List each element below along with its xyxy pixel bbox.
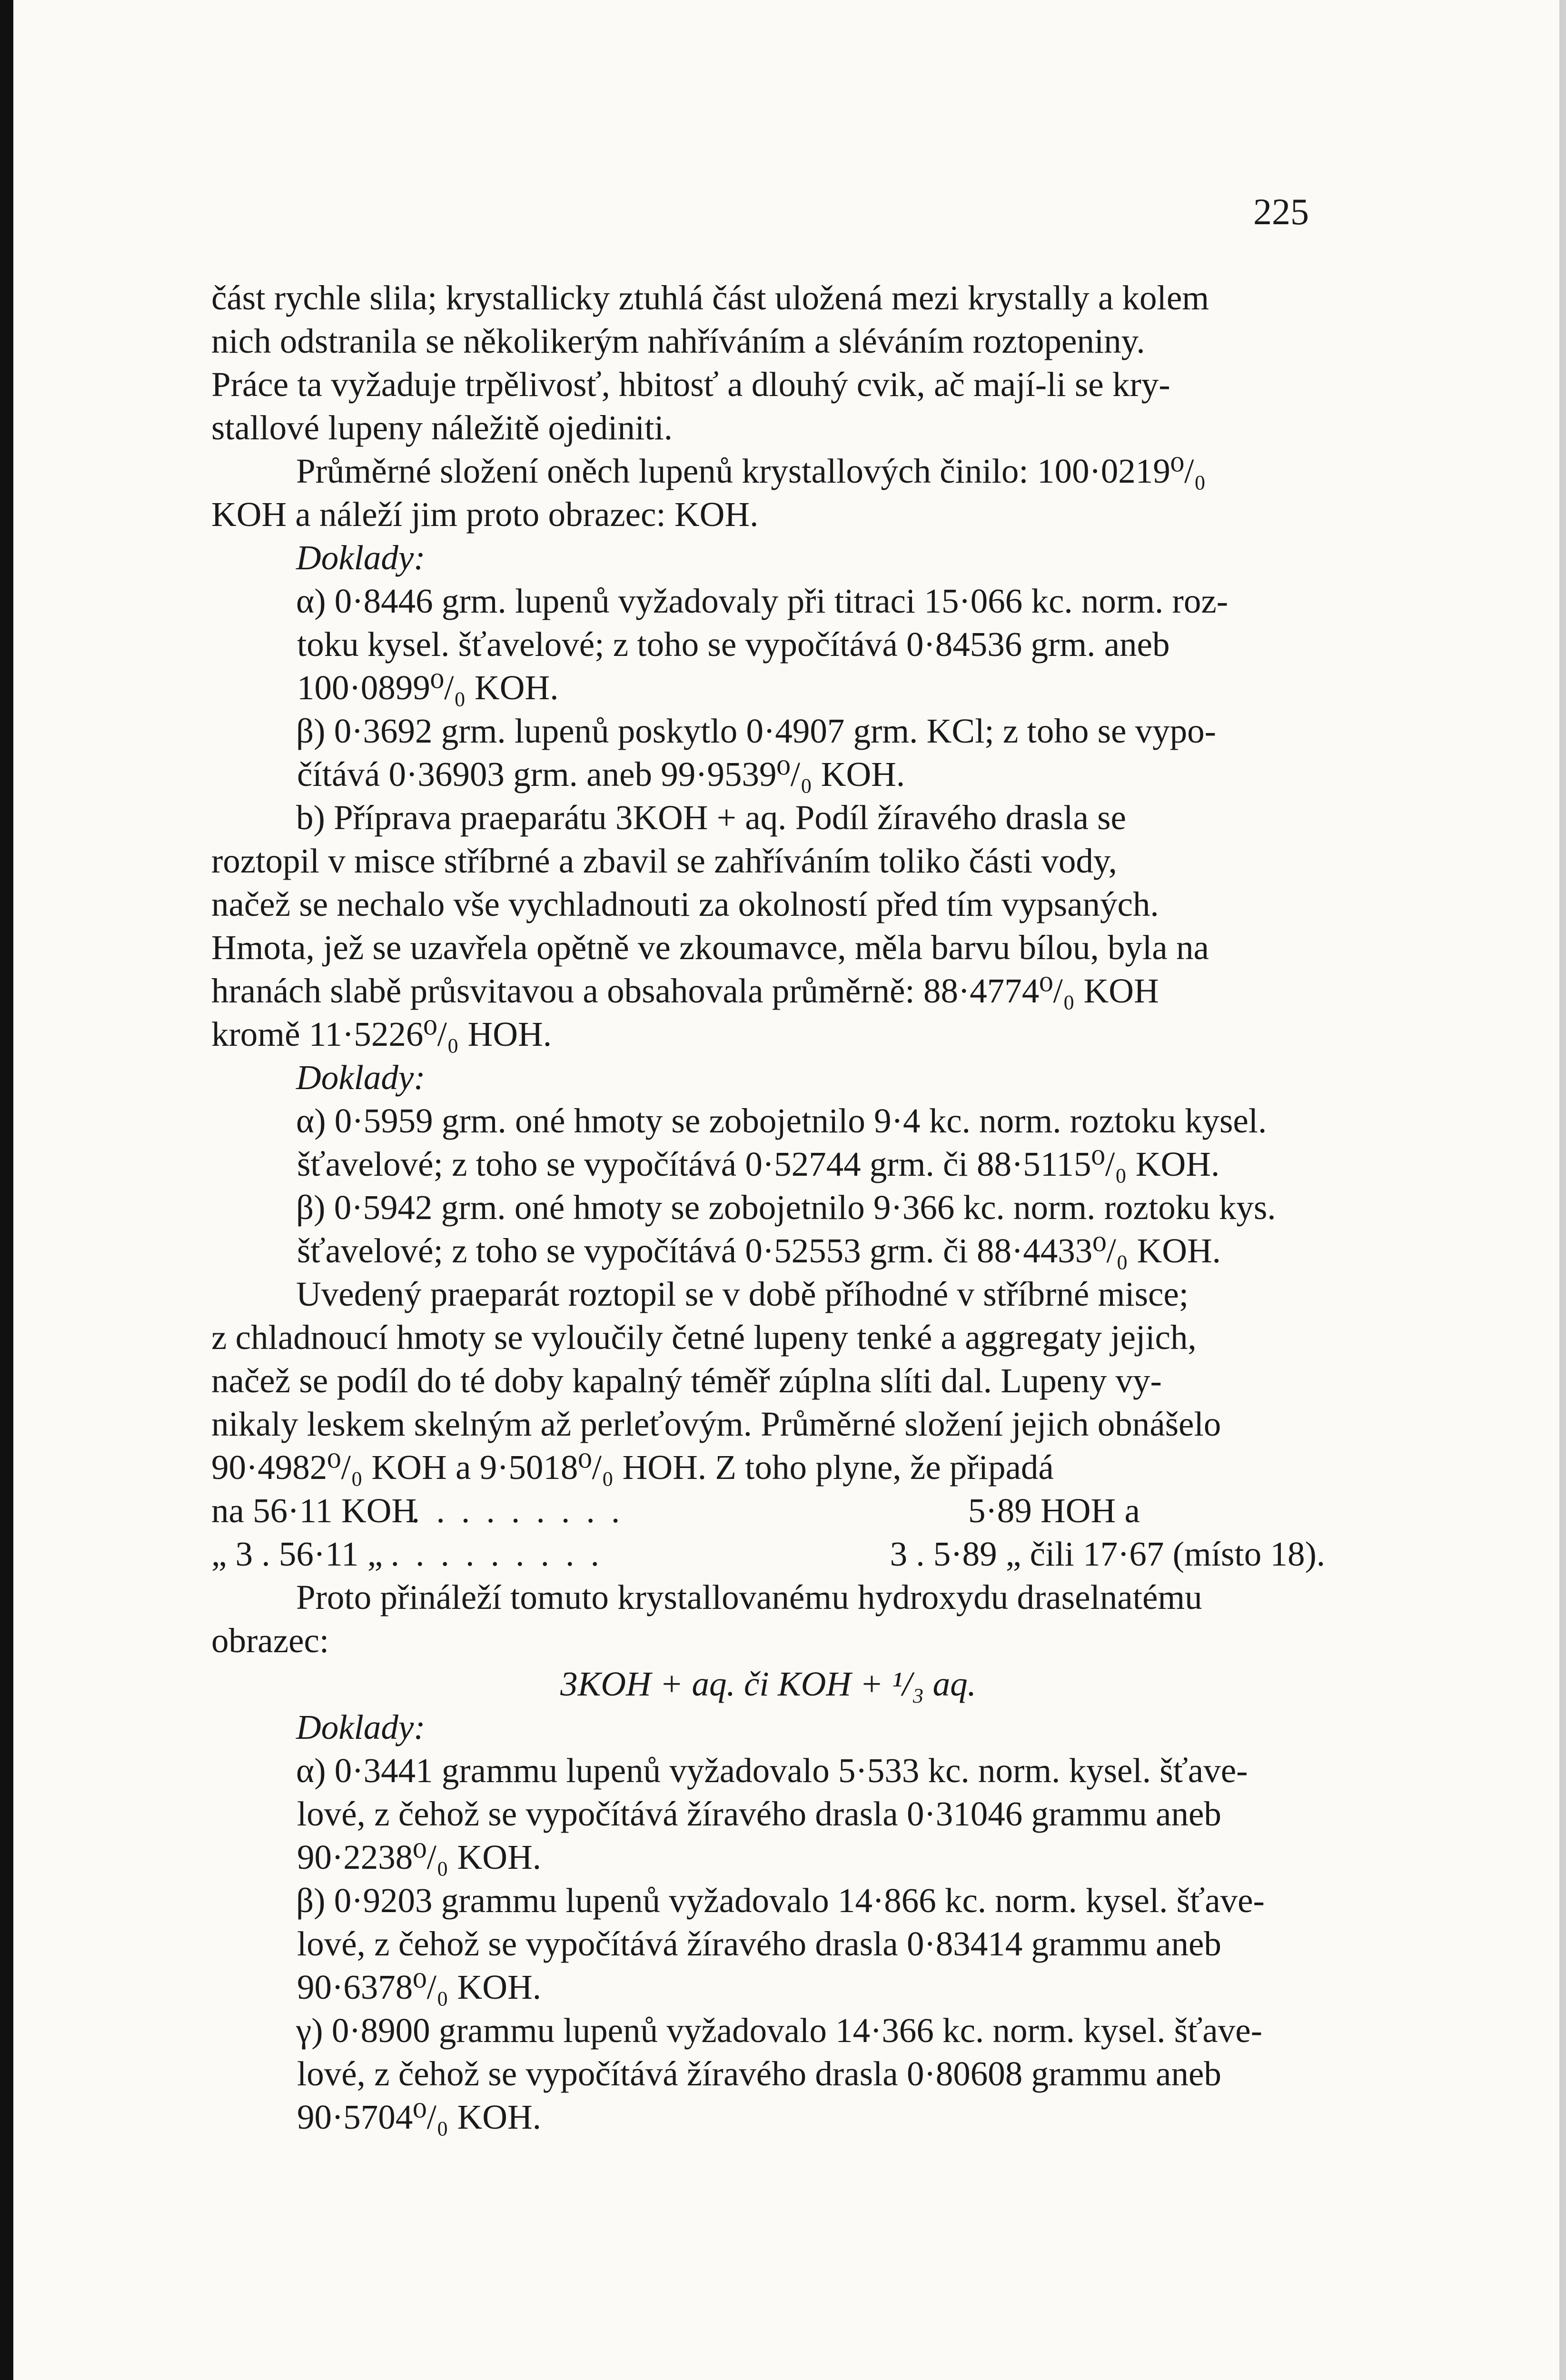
text-line: načež se podíl do té doby kapalný téměř zúplna slíti dal. Lupeny vy-: [211, 1361, 1162, 1400]
text-line: 90·6378⁰/₀ KOH.: [297, 1968, 541, 2006]
page-body: [211, 276, 1325, 2139]
doklady-heading: Doklady:: [296, 1058, 426, 1097]
text-line: lové, z čehož se vypočítává žíravého drasla 0·80608 grammu aneb: [297, 2054, 1221, 2093]
text-line: Proto přináleží tomuto krystallovanému hydroxydu draselnatému: [296, 1578, 1202, 1616]
formula: 3KOH + aq. či KOH + ¹/₃ aq.: [560, 1665, 976, 1703]
text-line: Uvedený praeparát roztopil se v době příhodné v stříbrné misce;: [296, 1275, 1189, 1313]
text-line: KOH a náleží jim proto obrazec: KOH.: [211, 495, 759, 534]
section-b-heading: b) Příprava praeparátu 3KOH + aq. Podíl žíravého drasla se: [296, 798, 1126, 837]
text-line: 100·0899⁰/₀ KOH.: [297, 668, 559, 707]
text-line: toku kysel. šťavelové; z toho se vypočítává 0·84536 grm. aneb: [297, 625, 1170, 664]
text-line: 90·5704⁰/₀ KOH.: [297, 2098, 541, 2136]
text-line: Hmota, jež se uzavřela opětně ve zkoumavce, měla barvu bílou, byla na: [211, 928, 1209, 967]
doklady-heading: Doklady:: [296, 538, 426, 577]
text-line: načež se nechalo vše vychladnouti za okolností před tím vypsaných.: [211, 885, 1159, 923]
text-line: čítává 0·36903 grm. aneb 99·9539⁰/₀ KOH.: [297, 755, 905, 793]
proof-item-gamma: γ) 0·8900 grammu lupenů vyžadovalo 14·366 kc. norm. kysel. šťave-: [296, 2011, 1262, 2050]
text-line: roztopil v misce stříbrné a zbavil se zahříváním toliko části vody,: [211, 842, 1117, 880]
text-line: nikaly leskem skelným až perleťovým. Průměrné složení jejich obnášelo: [211, 1405, 1221, 1443]
calc-dots: . . . . . . . . .: [411, 1491, 624, 1530]
calc-left: na 56·11 KOH: [211, 1491, 417, 1530]
calc-left: „ 3 . 56·11 „: [211, 1535, 383, 1573]
text-line: kromě 11·5226⁰/₀ HOH.: [211, 1015, 552, 1053]
scan-right-edge: [1559, 0, 1566, 2380]
page-number: 225: [1253, 191, 1309, 232]
doklady-heading: Doklady:: [296, 1708, 426, 1746]
text-line: obrazec:: [211, 1621, 329, 1660]
text-line: lové, z čehož se vypočítává žíravého drasla 0·31046 grammu aneb: [297, 1795, 1221, 1833]
text-line: šťavelové; z toho se vypočítává 0·52553 grm. či 88·4433⁰/₀ KOH.: [297, 1231, 1221, 1270]
text-line: lové, z čehož se vypočítává žíravého drasla 0·83414 grammu aneb: [297, 1924, 1221, 1963]
proof-item-beta: β) 0·5942 grm. oné hmoty se zobojetnilo 9·366 kc. norm. roztoku kys.: [296, 1188, 1276, 1227]
text-line: hranách slabě průsvitavou a obsahovala průměrně: 88·4774⁰/₀ KOH: [211, 972, 1159, 1010]
text-line: stallové lupeny náležitě ojediniti.: [211, 408, 673, 447]
calc-row: [211, 1489, 1325, 1532]
text-line: část rychle slila; krystallicky ztuhlá část uložená mezi krystally a kolem: [211, 278, 1209, 317]
calc-row: [211, 1532, 1325, 1576]
text-line: šťavelové; z toho se vypočítává 0·52744 grm. či 88·5115⁰/₀ KOH.: [297, 1145, 1220, 1183]
text-line: Průměrné složení oněch lupenů krystallových činilo: 100·0219⁰/₀: [296, 452, 1206, 490]
text-line: 90·4982⁰/₀ KOH a 9·5018⁰/₀ HOH. Z toho plyne, že připadá: [211, 1448, 1054, 1487]
proof-item-alpha: α) 0·8446 grm. lupenů vyžadovaly při titraci 15·066 kc. norm. roz-: [296, 582, 1229, 620]
text-line: Práce ta vyžaduje trpělivosť, hbitosť a dlouhý cvik, ač mají-li se kry-: [211, 365, 1170, 404]
proof-item-alpha: α) 0·5959 grm. oné hmoty se zobojetnilo 9·4 kc. norm. roztoku kysel.: [296, 1101, 1267, 1140]
calc-dots: . . . . . . . . .: [390, 1535, 603, 1573]
calc-right: 3 . 5·89 „ čili 17·67 (místo 18).: [890, 1535, 1325, 1573]
calc-right: 5·89 HOH a: [968, 1491, 1140, 1530]
proof-item-beta: β) 0·9203 grammu lupenů vyžadovalo 14·866 kc. norm. kysel. šťave-: [296, 1881, 1265, 1920]
text-line: nich odstranila se několikerým nahříváním a sléváním roztopeniny.: [211, 322, 1145, 360]
text-line: 90·2238⁰/₀ KOH.: [297, 1838, 541, 1876]
scan-left-edge: [0, 0, 13, 2380]
proof-item-beta: β) 0·3692 grm. lupenů poskytlo 0·4907 grm. KCl; z toho se vypo-: [296, 712, 1216, 750]
text-line: z chladnoucí hmoty se vyloučily četné lupeny tenké a aggregaty jejich,: [211, 1318, 1197, 1357]
proof-item-alpha: α) 0·3441 grammu lupenů vyžadovalo 5·533 kc. norm. kysel. šťave-: [296, 1751, 1248, 1790]
